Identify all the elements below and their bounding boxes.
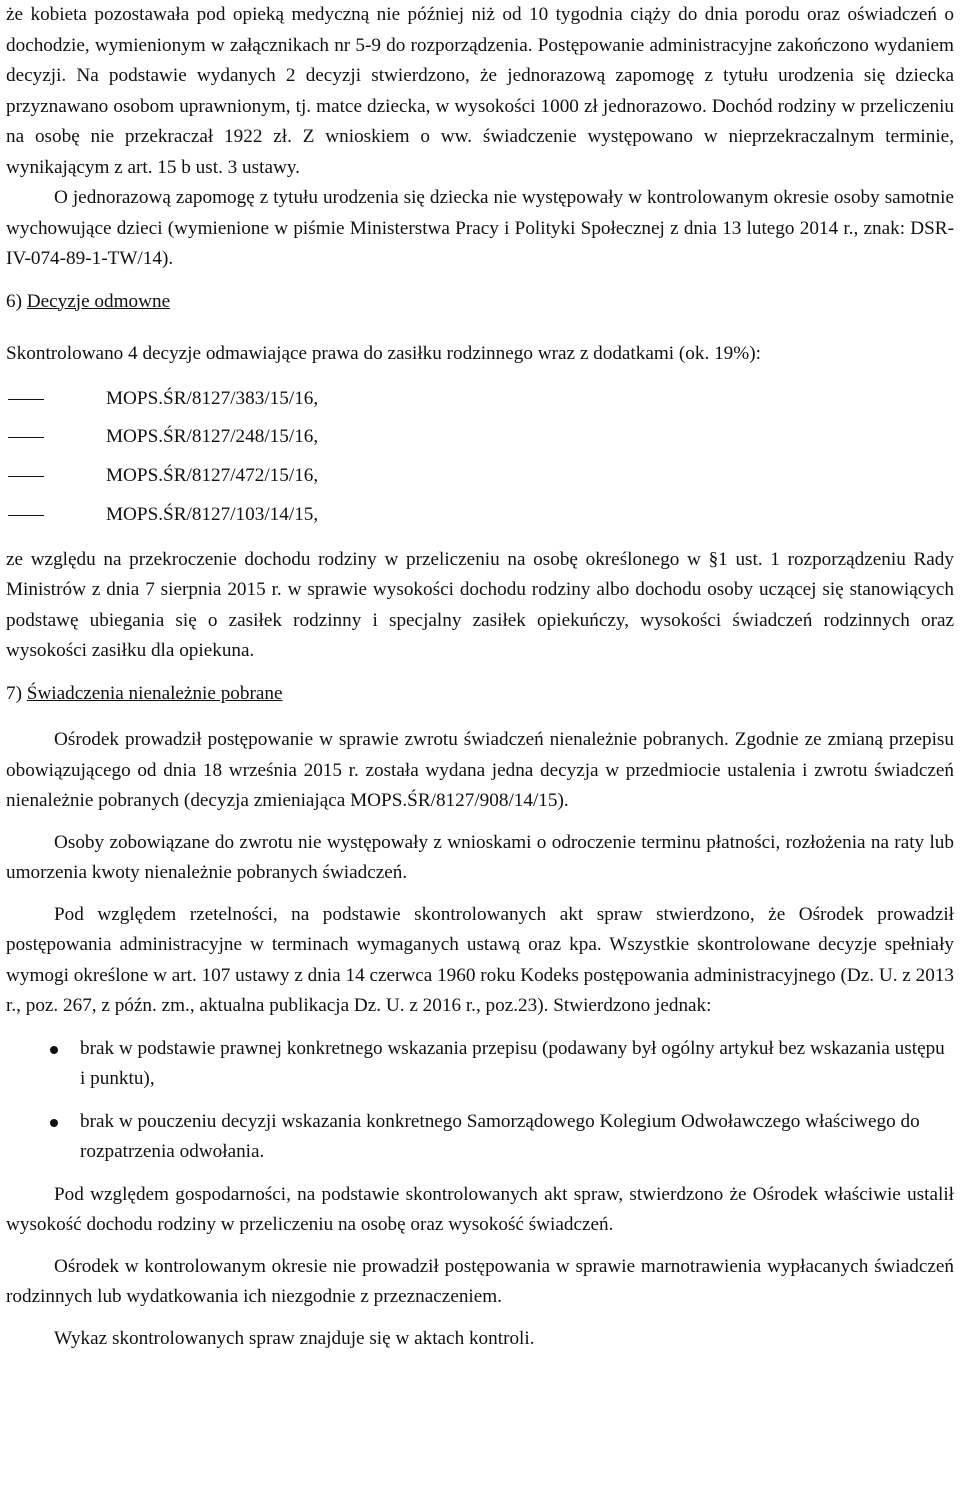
paragraph-reliability: Pod względem rzetelności, na podstawie skontrolowanych akt spraw stwierdzono, że Ośrodek prowadził postępowania administracyjne w terminach wymaganych ustawą oraz kpa. Wszystkie skontrolowane decyzje spełniały wymogi określone w art. 107 ustawy z dnia 14 czerwca 1960 roku Kodeks postępowania administracyjnego (Dz. U. z 2013 r., poz. 267, z późn. zm., aktualna publikacja Dz. U. z 2016 r., poz.23). Stwierdzono jednak:: [6, 903, 954, 1017]
paragraph-no-deferral-requests: Osoby zobowiązane do zwrotu nie występowały z wnioskami o odroczenie terminu płatności, rozłożenia na raty lub umorzenia kwoty nienależnie pobranych świadczeń.: [6, 831, 954, 884]
paragraph-birth-grant-conditions: że kobieta pozostawała pod opieką medyczną nie później niż od 10 tygodnia ciąży do dnia porodu oraz oświadczeń o dochodzie, wymienionym w załącznikach nr 5-9 do rozporządzenia. Postępowanie administracyjne zakończono wydaniem decyzji. Na podstawie wydanych 2 decyzji stwierdzono, że jednorazową zapomogę z tytułu urodzenia się dziecka przyznawano osobom uprawnionym, tj. matce dziecka, w wysokości 1000 zł jednorazowo. Dochód rodziny w przeliczeniu na osobę nie przekraczał 1922 zł. Z wnioskiem o ww. świadczenie występowano w nieprzekraczalnym terminie, wynikającym z art. 15 b ust. 3 ustawy.: [6, 4, 954, 178]
paragraph-refusal-reason: ze względu na przekroczenie dochodu rodziny w przeliczeniu na osobę określonego w §1 ust. 1 rozporządzeniu Rady Ministrów z dnia 7 sierpnia 2015 r. w sprawie wysokości dochodu rodziny albo dochodu osoby uczącej się stanowiących podstawę ubiegania się o zasiłek rodzinny i specjalny zasiłek opiekuńczy, wysokości świadczeń rodzinnych oraz wysokości zasiłku dla opiekuna.: [6, 548, 954, 662]
decision-number: MOPS.ŚR/8127/103/14/15,: [106, 503, 319, 525]
decision-number: MOPS.ŚR/8127/472/15/16,: [106, 465, 319, 487]
finding-text: brak w pouczeniu decyzji wskazania konkretnego Samorządowego Kolegium Odwoławczego właściwego do rozpatrzenia odwołania.: [80, 1110, 920, 1163]
decision-list: [6, 380, 954, 535]
paragraph-recovery-proceedings: Ośrodek prowadził postępowanie w sprawie zwrotu świadczeń nienależnie pobranych. Zgodnie ze zmianą przepisu obowiązującego od dnia 18 września 2015 r. została wydana jedna decyzja w przedmiocie ustalenia i zwrotu świadczeń nienależnie pobranych (decyzja zmieniająca MOPS.ŚR/8127/908/14/15).: [6, 729, 954, 812]
decision-number: MOPS.ŚR/8127/383/15/16,: [106, 387, 319, 409]
dash-icon: [8, 437, 44, 438]
dash-icon: [8, 476, 44, 477]
section-title: Decyzje odmowne: [26, 290, 171, 312]
list-item: [6, 418, 954, 457]
findings-list: [6, 1034, 954, 1168]
paragraph-refusals-intro: Skontrolowano 4 decyzje odmawiające prawa do zasiłku rodzinnego wraz z dodatkami (ok. 19%):: [6, 343, 761, 364]
list-item: [6, 380, 954, 419]
paragraph-no-waste-proceedings: Ośrodek w kontrolowanym okresie nie prowadził postępowania w sprawie marnotrawienia wypłacanych świadczeń rodzinnych lub wydatkowania ich niezgodnie z przeznaczeniem.: [6, 1255, 954, 1308]
bullet-icon: [50, 1046, 58, 1054]
bullet-icon: [50, 1119, 58, 1127]
paragraph-economy: Pod względem gospodarności, na podstawie skontrolowanych akt spraw, stwierdzono że Ośrodek właściwie ustalił wysokość dochodu rodziny w przeliczeniu na osobę oraz wysokość świadczeń.: [6, 1183, 954, 1236]
finding-text: brak w podstawie prawnej konkretnego wskazania przepisu (podawany był ogólny artykuł bez wskazania ustępu i punktu),: [80, 1037, 945, 1090]
section-number: 7): [6, 682, 22, 704]
section-heading-undue-benefits: [6, 679, 954, 710]
section-title: Świadczenia nienależnie pobrane: [26, 682, 283, 704]
list-item: [6, 457, 954, 496]
list-item: [6, 1107, 954, 1168]
section-number: 6): [6, 290, 22, 312]
dash-icon: [8, 515, 44, 516]
paragraph-case-list-note: Wykaz skontrolowanych spraw znajduje się w aktach kontroli.: [54, 1327, 535, 1349]
decision-number: MOPS.ŚR/8127/248/15/16,: [106, 426, 319, 448]
paragraph-single-parents: O jednorazową zapomogę z tytułu urodzenia się dziecka nie występowały w kontrolowanym okresie osoby samotnie wychowujące dzieci (wymienione w piśmie Ministerstwa Pracy i Polityki Społecznej z dnia 13 lutego 2014 r., znak: DSR-IV-074-89-1-TW/14).: [6, 187, 954, 269]
dash-icon: [8, 399, 44, 400]
section-heading-refusals: [6, 287, 954, 318]
list-item: [6, 1034, 954, 1095]
list-item: [6, 496, 954, 535]
